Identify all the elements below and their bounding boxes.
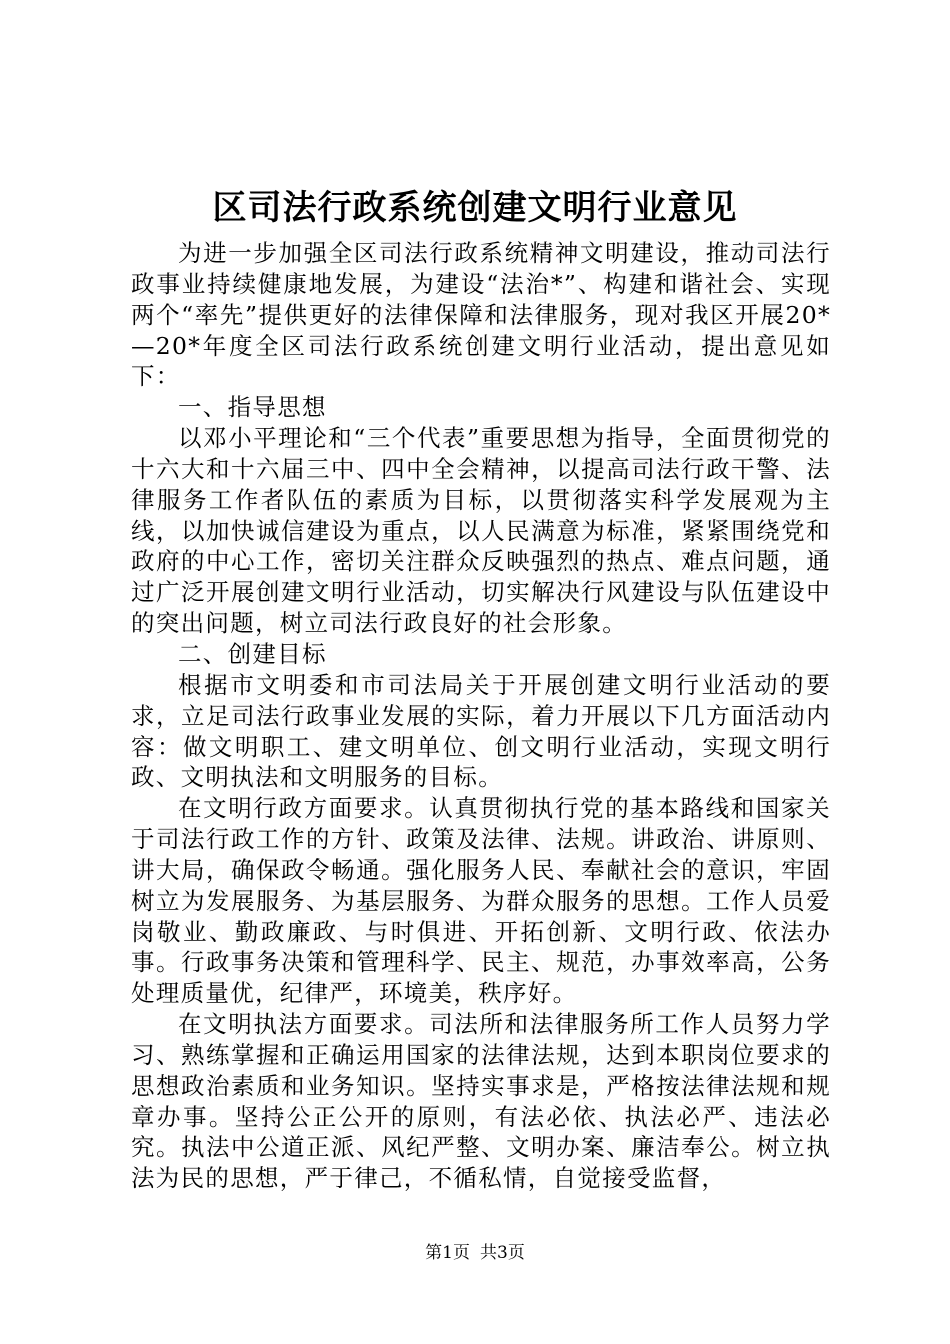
civil-law-enforcement-paragraph: 在文明执法方面要求。司法所和法律服务所工作人员努力学习、熟练掌握和正确运用国家的法律法规，达到本职岗位要求的思想政治素质和业务知识。坚持实事求是，严格按法律法规和规章办事。坚持公正公开的原则，有法必依、执法必严、违法必究。执法中公道正派、风纪严整、文明办案、廉洁奉公。树立执法为民的思想，严于律己，不循私情，自觉接受监督，: [131, 1010, 831, 1193]
guiding-ideology-paragraph: 以邓小平理论和“三个代表”重要思想为指导，全面贯彻党的十六大和十六届三中、四中全会精神，以提高司法行政干警、法律服务工作者队伍的素质为目标，以贯彻落实科学发展观为主线，以加快诚信建设为重点，以人民满意为标准，紧紧围绕党和政府的中心工作，密切关注群众反映强烈的热点、难点问题，通过广泛开展创建文明行业活动，切实解决行风建设与队伍建设中的突出问题，树立司法行政良好的社会形象。: [131, 424, 831, 638]
goals-paragraph: 根据市文明委和市司法局关于开展创建文明行业活动的要求，立足司法行政事业发展的实际，着力开展以下几方面活动内容：做文明职工、建文明单位、创文明行业活动，实现文明行政、文明执法和文明服务的目标。: [131, 670, 831, 792]
intro-paragraph: 为进一步加强全区司法行政系统精神文明建设，推动司法行政事业持续健康地发展，为建设“法治*”、构建和谐社会、实现两个“率先”提供更好的法律保障和法律服务，现对我区开展20*—20*年度全区司法行政系统创建文明行业活动，提出意见如下：: [131, 239, 831, 391]
section-heading-goals: 二、创建目标: [178, 639, 327, 668]
page-footer: [0, 1241, 950, 1265]
document-title: 区司法行政系统创建文明行业意见: [212, 188, 738, 228]
page-number: 第1页: [425, 1243, 470, 1263]
document-body: [131, 238, 831, 1194]
page-total: 共3页: [480, 1243, 525, 1263]
section-heading-guiding-ideology: 一、指导思想: [178, 393, 327, 422]
civil-administration-paragraph: 在文明行政方面要求。认真贯彻执行党的基本路线和国家关于司法行政工作的方针、政策及法律、法规。讲政治、讲原则、讲大局，确保政令畅通。强化服务人民、奉献社会的意识，牢固树立为发展服务、为基层服务、为群众服务的思想。工作人员爱岗敬业、勤政廉政、与时俱进、开拓创新、文明行政、依法办事。行政事务决策和管理科学、民主、规范，办事效率高，公务处理质量优，纪律严，环境美，秩序好。: [131, 794, 831, 1008]
